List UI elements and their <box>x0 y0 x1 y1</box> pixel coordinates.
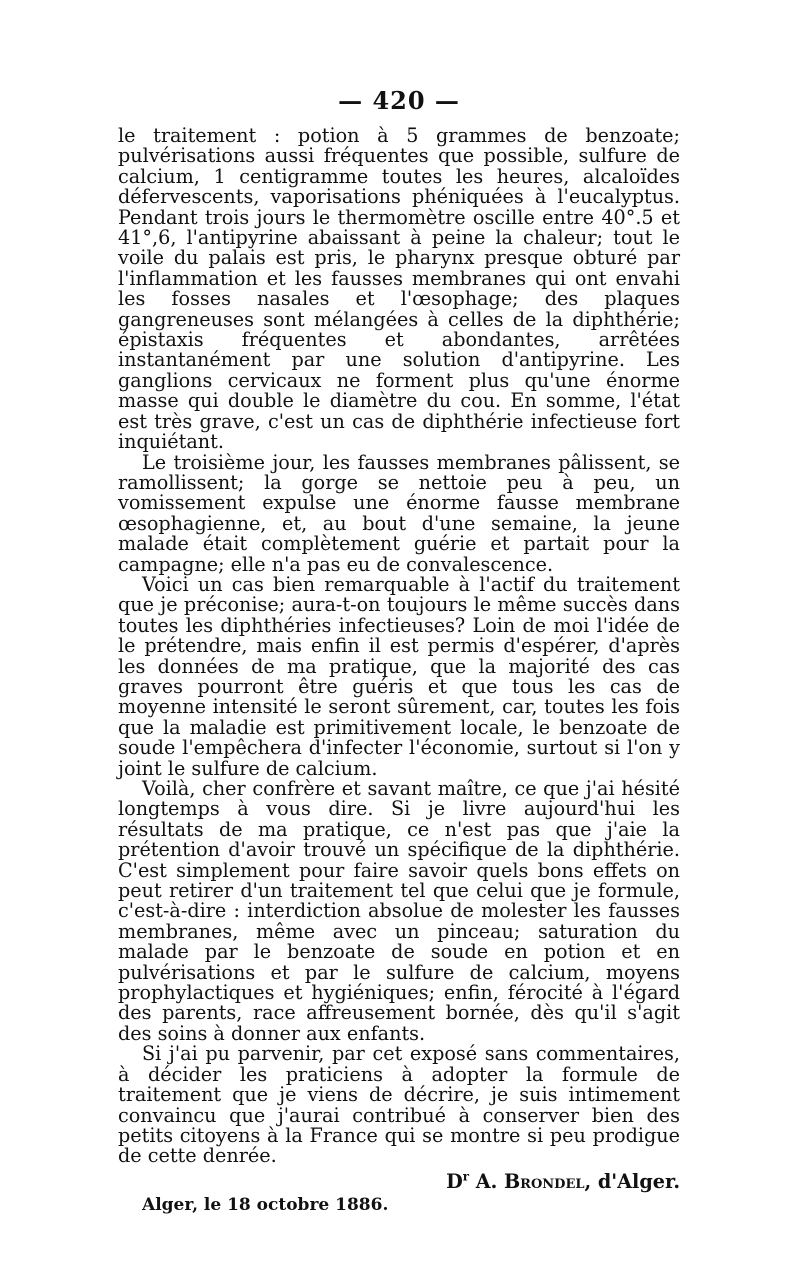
article-body <box>118 126 680 1167</box>
signature-initial: A. <box>475 1169 498 1193</box>
signature-title: D <box>446 1169 463 1193</box>
paragraph: le traitement : potion à 5 grammes de benzoate; pulvérisations aussi fréquentes que possible, sulfure de calcium, 1 centigramme toutes les heures, alcaloïdes défervescents, vaporisations phéniquées à l'eucalyptus. Pendant trois jours le thermomètre oscille entre 40°.5 et 41°,6, l'antipyrine abaissant à peine la chaleur; tout le voile du palais est pris, le pharynx presque obturé par l'inflammation et les fausses membranes qui ont envahi les fosses nasales et l'œsophage; des plaques gangreneuses sont mélangées à celles de la diphthérie; épistaxis fréquentes et abondantes, arrêtées instantanément par une solution d'antipyrine. Les ganglions cervicaux ne forment plus qu'une énorme masse qui double le diamètre du cou. En somme, l'état est très grave, c'est un cas de diphthérie infectieuse fort inquiétant. <box>118 124 680 454</box>
dateline: Alger, le 18 octobre 1886. <box>142 1194 389 1215</box>
signature-place: , d'Alger. <box>584 1169 680 1193</box>
signature-surname: Brondel <box>503 1169 585 1193</box>
signature-title-superscript: r <box>462 1169 469 1184</box>
paragraph: Le troisième jour, les fausses membranes pâlissent, se ramollissent; la gorge se nettoie peu à peu, un vomissement expulse une énorme fausse membrane œsophagienne, et, au bout d'une semaine, la jeune malade était complètement guérie et partait pour la campagne; elle n'a pas eu de convalescence. <box>118 450 680 576</box>
signature <box>118 1171 680 1193</box>
page-number: — 420 — <box>338 86 460 115</box>
paragraph: Voici un cas bien remarquable à l'actif du traitement que je préconise; aura-t-on toujours le même succès dans toutes les diphthéries infectieuses? Loin de moi l'idée de le prétendre, mais enfin il est permis d'espérer, d'après les données de ma pratique, que la majorité des cas graves pourront être guéris et que tous les cas de moyenne intensité le seront sûrement, car, toutes les fois que la maladie est primitivement locale, le benzoate de soude l'empêchera d'infecter l'économie, surtout si l'on y joint le sulfure de calcium. <box>118 572 680 780</box>
paragraph: Voilà, cher confrère et savant maître, ce que j'ai hésité longtemps à vous dire. Si je livre aujourd'hui les résultats de ma pratique, ce n'est pas que j'aie la prétention d'avoir trouvé un spécifique de la diphthérie. C'est simplement pour faire savoir quels bons effets on peut retirer d'un traitement tel que celui que je formule, c'est-à-dire : interdiction absolue de molester les fausses membranes, même avec un pinceau; saturation du malade par le benzoate de soude en potion et en pulvérisations et par le sulfure de calcium, moyens prophylactiques et hygiéniques; enfin, férocité à l'égard des parents, race affreusement bornée, dès qu'il s'agit des soins à donner aux enfants. <box>118 777 680 1045</box>
paragraph: Si j'ai pu parvenir, par cet exposé sans commentaires, à décider les praticiens à adopter la formule de traitement que je viens de décrire, je suis intimement convaincu que j'aurai contribué à conserver bien des petits citoyens à la France qui se montre si peu prodigue de cette denrée. <box>118 1042 680 1168</box>
page <box>118 86 680 1215</box>
